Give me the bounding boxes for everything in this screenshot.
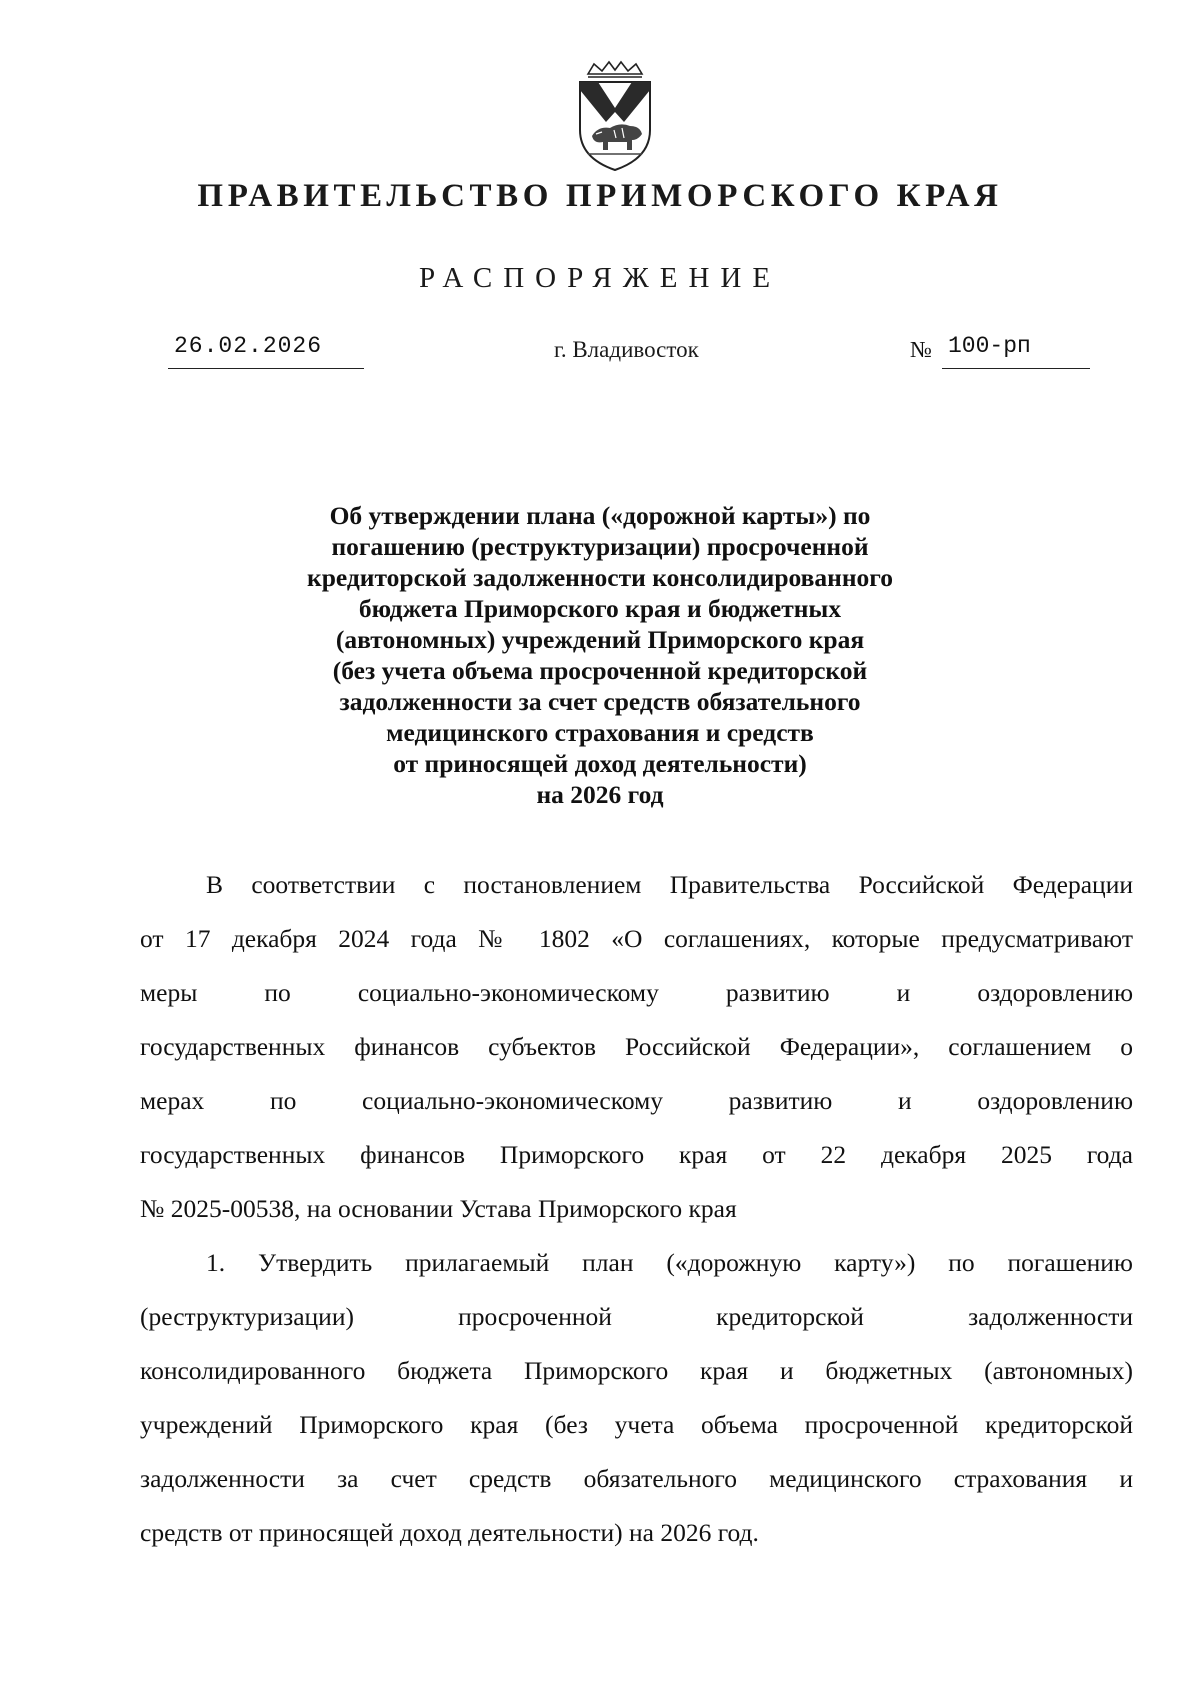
subject-line: кредиторской задолженности консолидированного	[307, 563, 893, 592]
paragraph-line: меры по социально-экономическому развитию и оздоровлению	[140, 978, 1133, 1007]
paragraph-line: мерах по социально-экономическому развитию и оздоровлению	[140, 1086, 1133, 1115]
paragraph-line: В соответствии с постановлением Правительства Российской Федерации	[206, 870, 1133, 899]
subject-line: медицинского страхования и средств	[386, 718, 814, 747]
number-sign: №	[910, 337, 932, 362]
document-date: 26.02.2026	[168, 333, 364, 369]
paragraph-line: учреждений Приморского края (без учета объема просроченной кредиторской	[140, 1410, 1133, 1439]
paragraph-line: (реструктуризации) просроченной кредиторской задолженности	[140, 1302, 1133, 1331]
subject-line: на 2026 год	[536, 780, 664, 809]
document-number: 100-рп	[942, 333, 1090, 369]
paragraph-line: средств от приносящей доход деятельности) на 2026 год.	[140, 1518, 759, 1547]
subject-line: задолженности за счет средств обязательного	[339, 687, 861, 716]
paragraph-line: 1. Утвердить прилагаемый план («дорожную карту») по погашению	[206, 1248, 1133, 1277]
coat-of-arms-icon	[574, 60, 656, 172]
document-type: РАСПОРЯЖЕНИЕ	[418, 262, 782, 294]
paragraph-line: № 2025-00538, на основании Устава Приморского края	[140, 1194, 737, 1223]
paragraph-line: от 17 декабря 2024 года № 1802 «О соглашениях, которые предусматривают	[140, 924, 1133, 953]
subject-line: (без учета объема просроченной кредиторской	[332, 656, 868, 685]
subject-line: (автономных) учреждений Приморского края	[335, 625, 865, 654]
paragraph-line: государственных финансов Приморского края от 22 декабря 2025 года	[140, 1140, 1133, 1169]
subject-line: от приносящей доход деятельности)	[393, 749, 807, 778]
preamble-paragraph	[140, 858, 1133, 1236]
subject-line: бюджета Приморского края и бюджетных	[358, 594, 842, 623]
clause-1-paragraph	[140, 1236, 1133, 1560]
document-subject	[250, 500, 950, 810]
subject-line: погашению (реструктуризации) просроченной	[331, 532, 869, 561]
document-city: г. Владивосток	[554, 337, 699, 362]
subject-line: Об утверждении плана («дорожной карты») по	[329, 501, 871, 530]
organization-title: ПРАВИТЕЛЬСТВО ПРИМОРСКОГО КРАЯ	[197, 178, 1003, 214]
paragraph-line: консолидированного бюджета Приморского края и бюджетных (автономных)	[140, 1356, 1133, 1385]
paragraph-line: задолженности за счет средств обязательного медицинского страхования и	[140, 1464, 1133, 1493]
paragraph-line: государственных финансов субъектов Российской Федерации», соглашением о	[140, 1032, 1133, 1061]
